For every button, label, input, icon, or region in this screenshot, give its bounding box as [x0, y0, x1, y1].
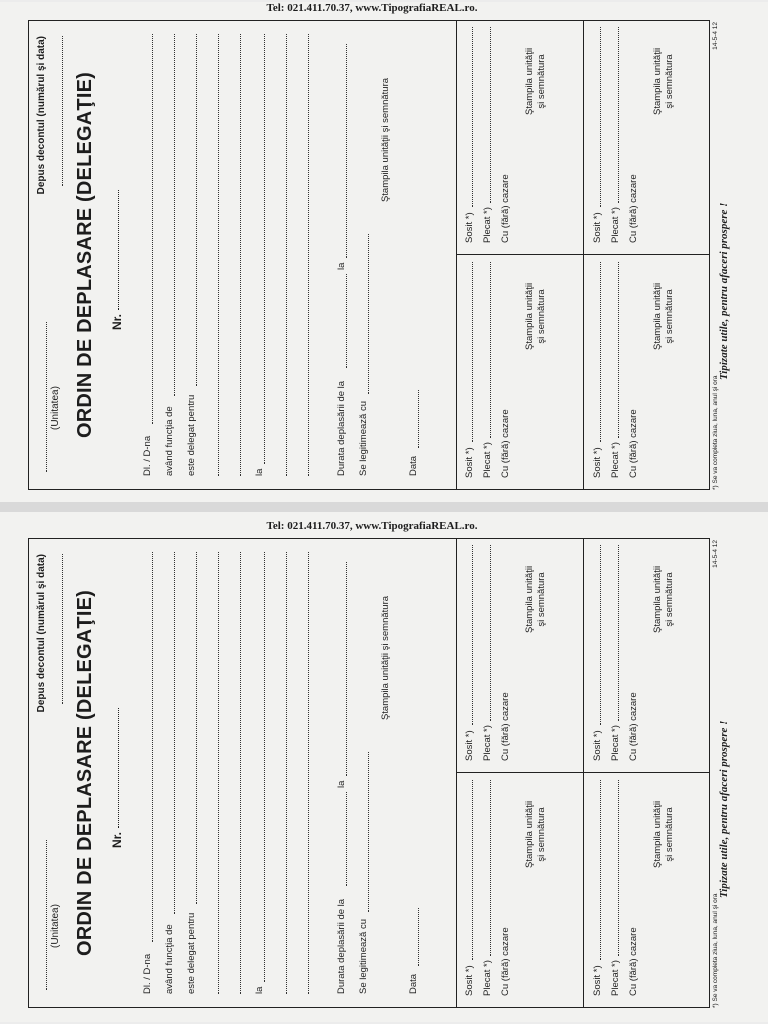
plecat-label: Plecat *)	[482, 442, 493, 478]
durata-la-label: la	[336, 780, 347, 788]
form-title: ORDIN DE DEPLASARE (DELEGAŢIE)	[74, 71, 96, 439]
sosit-label: Sosit *)	[464, 447, 475, 478]
plecat-field	[610, 27, 619, 203]
cazare-label: Cu (fără) cazare	[500, 692, 511, 761]
plecat-field	[482, 545, 491, 721]
form-sheet-top	[0, 2, 768, 502]
printer-slogan: Tipizate utile, pentru afaceri prospere !	[718, 720, 730, 898]
la-field	[264, 552, 265, 982]
nr-field	[118, 190, 119, 310]
dl-label: Dl. / D-na	[142, 435, 153, 476]
plecat-label: Plecat *)	[610, 960, 621, 996]
cazare-label: Cu (fără) cazare	[500, 409, 511, 478]
blank-line	[308, 552, 309, 994]
stay-box	[462, 776, 582, 996]
plecat-field	[482, 262, 491, 438]
plecat-label: Plecat *)	[610, 207, 621, 243]
la-label: la	[254, 986, 265, 994]
functia-label: având funcţia de	[164, 924, 175, 994]
stamp-line-2: şi semnătura	[664, 289, 675, 344]
unit-field	[36, 322, 47, 472]
stamp-line-1: Ştampila unităţii	[652, 800, 663, 868]
legitimeaza-field	[368, 234, 369, 394]
sosit-field	[592, 545, 601, 725]
main-stamp-label: Ştampila unităţii şi semnătura	[380, 595, 391, 721]
sosit-field	[464, 262, 473, 442]
stamp-line-1: Ştampila unităţii	[652, 565, 663, 633]
box-stamp-label	[524, 801, 548, 868]
cazare-label: Cu (fără) cazare	[500, 927, 511, 996]
data-field	[418, 390, 419, 448]
form-code: 14-5-4 12	[712, 540, 719, 568]
durata-label: Durata deplasării de la	[336, 380, 347, 476]
delegation-form	[28, 2, 730, 490]
plecat-field	[610, 545, 619, 721]
functia-label: având funcţia de	[164, 406, 175, 476]
box-stamp-label	[652, 566, 676, 633]
blank-line	[308, 34, 309, 476]
sosit-field	[592, 27, 601, 207]
stay-box	[462, 258, 582, 478]
stamp-line-2: şi semnătura	[536, 289, 547, 344]
box-stamp-label	[524, 283, 548, 350]
plecat-label: Plecat *)	[482, 207, 493, 243]
delegat-label: este delegat pentru	[186, 394, 197, 476]
sosit-field	[464, 780, 473, 960]
stamp-line-1: Ştampila unităţii	[524, 565, 535, 633]
durata-from-field	[346, 274, 347, 368]
sosit-label: Sosit *)	[464, 965, 475, 996]
box-stamp-label	[652, 48, 676, 115]
box-divider-horizontal	[583, 20, 584, 490]
stay-box	[462, 23, 582, 243]
sosit-label: Sosit *)	[464, 730, 475, 761]
decont-field	[54, 36, 63, 186]
stamp-line-1: Ştampila unităţii	[652, 282, 663, 350]
dl-label: Dl. / D-na	[142, 953, 153, 994]
functia-field	[174, 552, 175, 914]
blank-line	[240, 552, 241, 994]
data-label: Data	[408, 973, 419, 994]
data-field	[418, 908, 419, 966]
delegation-form	[28, 520, 730, 1008]
stamp-line-1: Ştampila unităţii	[524, 282, 535, 350]
box-stamp-label	[524, 566, 548, 633]
stay-box	[462, 541, 582, 761]
sosit-field	[464, 27, 473, 207]
box-stamp-label	[652, 283, 676, 350]
plecat-label: Plecat *)	[482, 725, 493, 761]
plecat-label: Plecat *)	[610, 442, 621, 478]
form-code: 14-5-4 12	[712, 22, 719, 50]
stamp-line-2: şi semnătura	[536, 572, 547, 627]
stamp-line-1: Ştampila unităţii	[524, 800, 535, 868]
footnote: *) Se va completa ziua, luna, anul şi ora	[712, 375, 719, 490]
legitimeaza-field	[368, 752, 369, 912]
delegat-label: este delegat pentru	[186, 912, 197, 994]
la-label: la	[254, 468, 265, 476]
blank-line	[286, 34, 287, 476]
blank-line	[240, 34, 241, 476]
data-label: Data	[408, 455, 419, 476]
cazare-label: Cu (fără) cazare	[628, 409, 639, 478]
dl-field	[152, 34, 153, 424]
footnote: *) Se va completa ziua, luna, anul şi ora	[712, 893, 719, 1008]
printer-contact-strip	[28, 522, 718, 536]
form-title: ORDIN DE DEPLASARE (DELEGAŢIE)	[74, 589, 96, 957]
stamp-line-2: şi semnătura	[664, 54, 675, 109]
stay-box	[590, 541, 710, 761]
stamp-line-2: şi semnătura	[664, 807, 675, 862]
stamp-line-1: Ştampila unităţii	[652, 47, 663, 115]
printer-contact: Tel: 021.411.70.37, www.TipografiaREAL.ro.	[266, 520, 478, 532]
blank-line	[218, 34, 219, 476]
la-field	[264, 34, 265, 464]
stamp-line-1: Ştampila unităţii	[524, 47, 535, 115]
printer-contact: Tel: 021.411.70.37, www.TipografiaREAL.ro.	[266, 2, 478, 14]
decont-label: Depus decontul (numărul şi data)	[36, 554, 47, 713]
printer-contact-strip	[28, 4, 718, 18]
sosit-label: Sosit *)	[592, 212, 603, 243]
durata-la-label: la	[336, 262, 347, 270]
nr-label: Nr.	[110, 313, 124, 330]
cazare-label: Cu (fără) cazare	[628, 174, 639, 243]
decont-field	[54, 554, 63, 704]
durata-label: Durata deplasării de la	[336, 898, 347, 994]
box-divider-horizontal	[583, 538, 584, 1008]
stamp-line-2: şi semnătura	[664, 572, 675, 627]
unit-label: (Unitatea)	[50, 386, 61, 430]
legitimeaza-label: Se legitimează cu	[358, 919, 369, 994]
stamp-line-2: şi semnătura	[536, 54, 547, 109]
sosit-field	[592, 780, 601, 960]
plecat-field	[610, 262, 619, 438]
plecat-field	[482, 780, 491, 956]
box-stamp-label	[524, 48, 548, 115]
stamp-line-2: şi semnătura	[536, 807, 547, 862]
plecat-field	[482, 27, 491, 203]
cazare-label: Cu (fără) cazare	[628, 927, 639, 996]
stay-box	[590, 23, 710, 243]
cazare-label: Cu (fără) cazare	[500, 174, 511, 243]
blank-line	[286, 552, 287, 994]
sosit-label: Sosit *)	[592, 447, 603, 478]
plecat-label: Plecat *)	[482, 960, 493, 996]
decont-label: Depus decontul (numărul şi data)	[36, 36, 47, 195]
sosit-label: Sosit *)	[464, 212, 475, 243]
box-stamp-label	[652, 801, 676, 868]
unit-field	[36, 840, 47, 990]
stay-box	[590, 258, 710, 478]
stay-box	[590, 776, 710, 996]
nr-field	[118, 708, 119, 828]
functia-field	[174, 34, 175, 396]
durata-to-field	[346, 562, 347, 776]
form-sheet-bottom	[0, 512, 768, 1022]
cazare-label: Cu (fără) cazare	[628, 692, 639, 761]
sosit-field	[464, 545, 473, 725]
unit-label: (Unitatea)	[50, 904, 61, 948]
printer-slogan: Tipizate utile, pentru afaceri prospere !	[718, 202, 730, 380]
durata-from-field	[346, 792, 347, 886]
durata-to-field	[346, 44, 347, 258]
delegat-field	[196, 552, 197, 904]
legitimeaza-label: Se legitimează cu	[358, 401, 369, 476]
sosit-field	[592, 262, 601, 442]
sheet-separator	[0, 502, 768, 512]
sosit-label: Sosit *)	[592, 965, 603, 996]
nr-label: Nr.	[110, 831, 124, 848]
delegat-field	[196, 34, 197, 386]
dl-field	[152, 552, 153, 942]
blank-line	[218, 552, 219, 994]
sosit-label: Sosit *)	[592, 730, 603, 761]
plecat-field	[610, 780, 619, 956]
main-stamp-label: Ştampila unităţii şi semnătura	[380, 77, 391, 203]
plecat-label: Plecat *)	[610, 725, 621, 761]
